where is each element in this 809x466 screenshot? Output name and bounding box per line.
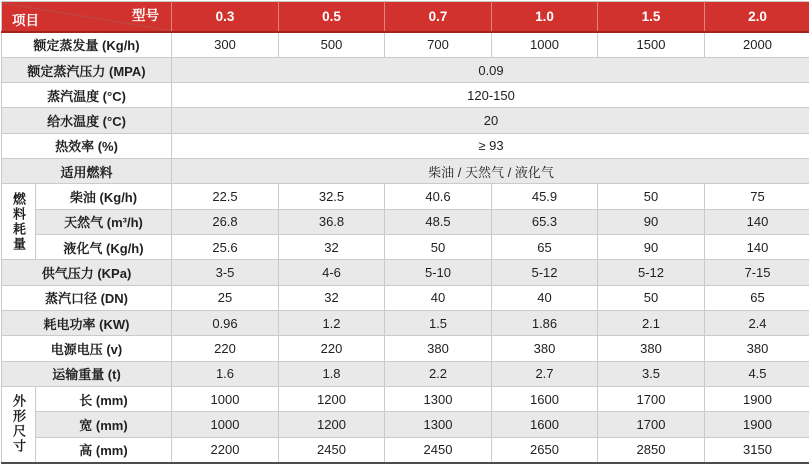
cell-value: 1500: [598, 32, 705, 58]
cell-value: 40: [385, 285, 492, 310]
cell-value: 1.6: [172, 361, 279, 386]
boiler-spec-table: [1, 1, 809, 464]
cell-value: 2450: [279, 437, 385, 463]
table-row-power-consumption: [2, 310, 809, 335]
cell-value: 32: [279, 285, 385, 310]
cell-value: 300: [172, 32, 279, 58]
table-row-feedwater-temperature: [2, 108, 809, 133]
row-label: 天然气 (m³/h): [36, 209, 172, 234]
cell-value: 1300: [385, 386, 492, 411]
cell-value: 1000: [492, 32, 598, 58]
model-header-0.3: 0.3: [172, 2, 279, 32]
model-header-1.5: 1.5: [598, 2, 705, 32]
row-label: 宽 (mm): [36, 412, 172, 437]
cell-value: 2000: [705, 32, 809, 58]
cell-value: 25.6: [172, 235, 279, 260]
cell-value: 380: [492, 336, 598, 361]
row-label: 长 (mm): [36, 386, 172, 411]
model-header-0.7: 0.7: [385, 2, 492, 32]
cell-value: 1000: [172, 412, 279, 437]
cell-value: 2650: [492, 437, 598, 463]
row-label: 额定蒸汽压力 (MPA): [2, 57, 172, 82]
cell-value: 65.3: [492, 209, 598, 234]
cell-value: 1600: [492, 412, 598, 437]
table-row-gas-supply-pressure: [2, 260, 809, 285]
cell-value: 1700: [598, 386, 705, 411]
cell-value: 2.2: [385, 361, 492, 386]
cell-value: 7-15: [705, 260, 809, 285]
row-label: 热效率 (%): [2, 133, 172, 158]
cell-value-merged: ≥ 93: [172, 133, 809, 158]
corner-model-label: 型号: [132, 4, 159, 24]
cell-value: 32.5: [279, 184, 385, 209]
cell-value: 1900: [705, 412, 809, 437]
cell-value: 4-6: [279, 260, 385, 285]
model-header-2.0: 2.0: [705, 2, 809, 32]
cell-value: 1300: [385, 412, 492, 437]
corner-item-label: 项目: [12, 9, 39, 29]
cell-value: 220: [279, 336, 385, 361]
cell-value: 2.7: [492, 361, 598, 386]
cell-value: 45.9: [492, 184, 598, 209]
row-label: 额定蒸发量 (Kg/h): [2, 32, 172, 58]
cell-value: 48.5: [385, 209, 492, 234]
cell-value: 2200: [172, 437, 279, 463]
cell-value: 40.6: [385, 184, 492, 209]
table-row-thermal-efficiency: [2, 133, 809, 158]
cell-value: 2.1: [598, 310, 705, 335]
cell-value: 25: [172, 285, 279, 310]
group-label-text: 燃料耗量: [12, 192, 25, 252]
cell-value: 700: [385, 32, 492, 58]
row-label: 高 (mm): [36, 437, 172, 463]
cell-value: 500: [279, 32, 385, 58]
table-row-steam-temperature: [2, 83, 809, 108]
group-label-fuel-consumption: [2, 184, 36, 260]
cell-value: 1900: [705, 386, 809, 411]
cell-value: 0.96: [172, 310, 279, 335]
cell-value: 75: [705, 184, 809, 209]
table-row-applicable-fuel: [2, 159, 809, 184]
table-row-transport-weight: [2, 361, 809, 386]
row-label: 液化气 (Kg/h): [36, 235, 172, 260]
cell-value: 1.2: [279, 310, 385, 335]
cell-value: 5-12: [492, 260, 598, 285]
cell-value: 90: [598, 235, 705, 260]
cell-value: 140: [705, 209, 809, 234]
cell-value: 1000: [172, 386, 279, 411]
cell-value: 1.8: [279, 361, 385, 386]
cell-value-merged: 0.09: [172, 57, 809, 82]
cell-value: 380: [705, 336, 809, 361]
table-row-lpg-consumption: [2, 235, 809, 260]
cell-value: 65: [705, 285, 809, 310]
cell-value: 65: [492, 235, 598, 260]
cell-value: 1200: [279, 412, 385, 437]
row-label: 给水温度 (°C): [2, 108, 172, 133]
cell-value: 1.5: [385, 310, 492, 335]
cell-value-merged: 柴油 / 天然气 / 液化气: [172, 159, 809, 184]
row-label: 运输重量 (t): [2, 361, 172, 386]
group-label-text: 外形尺寸: [12, 394, 25, 454]
cell-value: 3150: [705, 437, 809, 463]
table-row-natural-gas-consumption: [2, 209, 809, 234]
cell-value-merged: 20: [172, 108, 809, 133]
row-label: 适用燃料: [2, 159, 172, 184]
row-label: 电源电压 (v): [2, 336, 172, 361]
cell-value: 3-5: [172, 260, 279, 285]
cell-value: 40: [492, 285, 598, 310]
cell-value: 380: [598, 336, 705, 361]
cell-value: 2450: [385, 437, 492, 463]
group-label-dimensions: [2, 386, 36, 463]
table-row-supply-voltage: [2, 336, 809, 361]
cell-value: 50: [598, 184, 705, 209]
cell-value: 1700: [598, 412, 705, 437]
cell-value: 36.8: [279, 209, 385, 234]
cell-value-merged: 120-150: [172, 83, 809, 108]
cell-value: 22.5: [172, 184, 279, 209]
table-row-height: [2, 437, 809, 463]
cell-value: 3.5: [598, 361, 705, 386]
model-header-0.5: 0.5: [279, 2, 385, 32]
header-row: [2, 2, 809, 32]
table-row-length: [2, 386, 809, 411]
row-label: 蒸汽温度 (°C): [2, 83, 172, 108]
model-header-1.0: 1.0: [492, 2, 598, 32]
table-row-rated-evaporation: [2, 32, 809, 58]
cell-value: 1600: [492, 386, 598, 411]
row-label: 耗电功率 (KW): [2, 310, 172, 335]
cell-value: 50: [385, 235, 492, 260]
cell-value: 5-10: [385, 260, 492, 285]
cell-value: 32: [279, 235, 385, 260]
table-row-rated-pressure: [2, 57, 809, 82]
row-label: 柴油 (Kg/h): [36, 184, 172, 209]
cell-value: 4.5: [705, 361, 809, 386]
cell-value: 2850: [598, 437, 705, 463]
cell-value: 26.8: [172, 209, 279, 234]
table-row-steam-port-diameter: [2, 285, 809, 310]
spec-sheet: [0, 1, 809, 466]
table-row-width: [2, 412, 809, 437]
cell-value: 2.4: [705, 310, 809, 335]
row-label: 蒸汽口径 (DN): [2, 285, 172, 310]
corner-cell: [2, 2, 172, 32]
table-row-diesel-consumption: [2, 184, 809, 209]
cell-value: 1.86: [492, 310, 598, 335]
cell-value: 50: [598, 285, 705, 310]
cell-value: 140: [705, 235, 809, 260]
cell-value: 380: [385, 336, 492, 361]
row-label: 供气压力 (KPa): [2, 260, 172, 285]
cell-value: 220: [172, 336, 279, 361]
cell-value: 90: [598, 209, 705, 234]
cell-value: 1200: [279, 386, 385, 411]
cell-value: 5-12: [598, 260, 705, 285]
